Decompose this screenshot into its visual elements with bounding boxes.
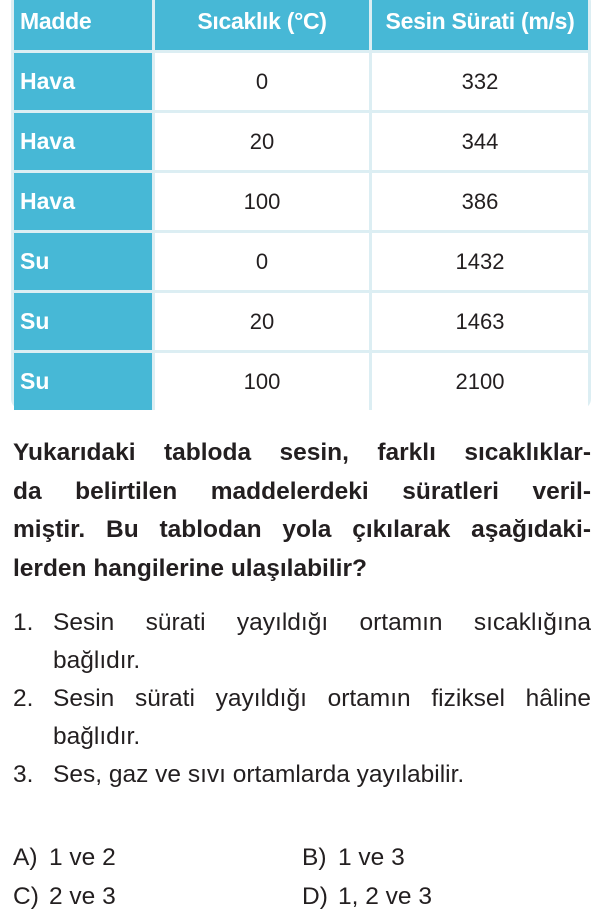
table-row bbox=[14, 230, 588, 290]
cell-madde: Hava bbox=[14, 50, 155, 110]
table-row bbox=[14, 170, 588, 230]
table-row bbox=[14, 290, 588, 350]
cell-sicaklik: 100 bbox=[155, 350, 372, 410]
option-letter: A) bbox=[13, 844, 38, 871]
option-letter: C) bbox=[13, 883, 39, 910]
table-header-row bbox=[14, 0, 588, 50]
cell-surat: 1432 bbox=[372, 230, 588, 290]
option-d[interactable] bbox=[302, 877, 591, 916]
statement-list bbox=[13, 604, 591, 794]
cell-sicaklik: 20 bbox=[155, 290, 372, 350]
header-sicaklik: Sıcaklık (°C) bbox=[155, 0, 372, 50]
statement-number: 1. bbox=[13, 609, 34, 636]
answer-options bbox=[13, 838, 591, 916]
table-row bbox=[14, 110, 588, 170]
question-text bbox=[13, 434, 591, 588]
option-text: 2 ve 3 bbox=[49, 883, 116, 910]
cell-surat: 2100 bbox=[372, 350, 588, 410]
cell-surat: 344 bbox=[372, 110, 588, 170]
statement-1 bbox=[13, 604, 591, 680]
cell-madde: Su bbox=[14, 350, 155, 410]
statement-line: Sesin sürati yayıldığı ortamın sıcaklığına bbox=[53, 609, 591, 636]
statement-line: Sesin sürati yayıldığı ortamın fiziksel hâline bbox=[53, 685, 591, 712]
cell-madde: Su bbox=[14, 230, 155, 290]
cell-surat: 1463 bbox=[372, 290, 588, 350]
statement-number: 3. bbox=[13, 761, 34, 788]
header-madde: Madde bbox=[14, 0, 155, 50]
cell-sicaklik: 0 bbox=[155, 230, 372, 290]
table-row bbox=[14, 350, 588, 410]
cell-sicaklik: 0 bbox=[155, 50, 372, 110]
cell-sicaklik: 20 bbox=[155, 110, 372, 170]
option-a[interactable] bbox=[13, 838, 302, 877]
statement-number: 2. bbox=[13, 685, 34, 712]
cell-sicaklik: 100 bbox=[155, 170, 372, 230]
option-letter: B) bbox=[302, 844, 327, 871]
statement-3 bbox=[13, 756, 591, 794]
option-letter: D) bbox=[302, 883, 328, 910]
option-text: 1 ve 2 bbox=[49, 844, 116, 871]
header-surat: Sesin Sürati (m/s) bbox=[372, 0, 588, 50]
statement-line: Ses, gaz ve sıvı ortamlarda yayılabilir. bbox=[53, 761, 465, 788]
statement-2 bbox=[13, 680, 591, 756]
question-line: Yukarıdaki tabloda sesin, farklı sıcaklıklar- bbox=[13, 439, 591, 466]
option-b[interactable] bbox=[302, 838, 591, 877]
option-text: 1 ve 3 bbox=[338, 844, 405, 871]
statement-line: bağlıdır. bbox=[53, 647, 141, 674]
table-row bbox=[14, 50, 588, 110]
data-table-container bbox=[11, 0, 591, 409]
option-text: 1, 2 ve 3 bbox=[338, 883, 432, 910]
question-line: miştir. Bu tablodan yola çıkılarak aşağıdaki- bbox=[13, 516, 591, 543]
cell-madde: Hava bbox=[14, 110, 155, 170]
cell-surat: 386 bbox=[372, 170, 588, 230]
question-line: da belirtilen maddelerdeki süratleri veril- bbox=[13, 477, 591, 505]
option-c[interactable] bbox=[13, 877, 302, 916]
cell-surat: 332 bbox=[372, 50, 588, 110]
cell-madde: Su bbox=[14, 290, 155, 350]
sound-speed-table bbox=[14, 0, 588, 410]
statement-line: bağlıdır. bbox=[53, 723, 141, 750]
cell-madde: Hava bbox=[14, 170, 155, 230]
question-line: lerden hangilerine ulaşılabilir? bbox=[13, 554, 367, 582]
